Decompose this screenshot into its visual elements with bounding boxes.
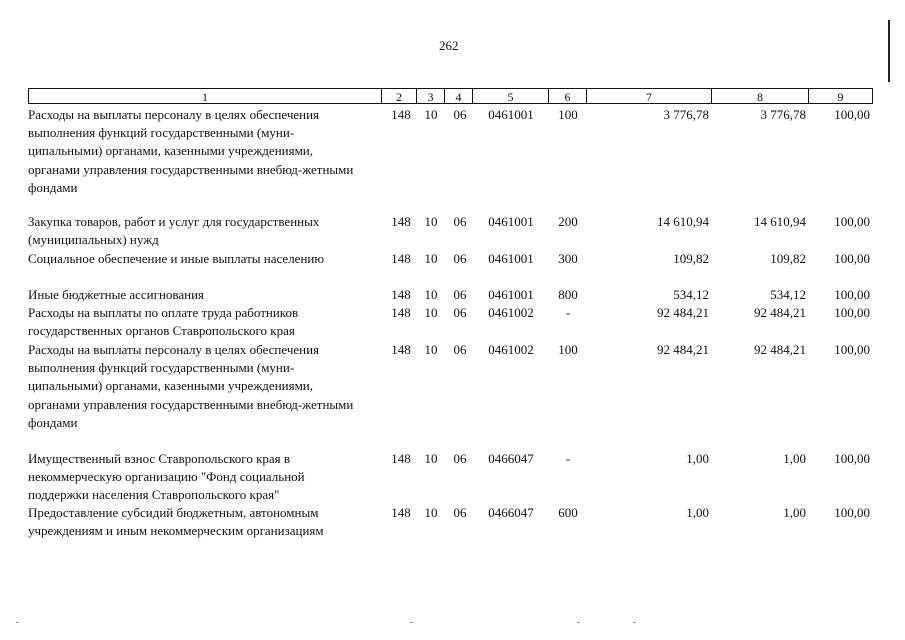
- row-code-admin: 148: [391, 305, 411, 320]
- row-description: Расходы на выплаты по оплате труда работников государственных органов Ставропольского края: [28, 305, 299, 339]
- row-section: 10: [424, 342, 438, 357]
- row-percent: 100,00: [834, 342, 870, 357]
- row-amount-plan: 92 484,21: [657, 305, 709, 320]
- row-code-admin: 148: [391, 214, 411, 229]
- row-expense-type: -: [565, 305, 571, 320]
- row-percent: 100,00: [834, 451, 870, 466]
- row-expense-type: 300: [558, 251, 578, 266]
- row-amount-plan: 109,82: [673, 251, 709, 266]
- row-section: 10: [424, 214, 438, 229]
- row-expense-type: 100: [558, 342, 578, 357]
- row-subsection: 06: [453, 505, 467, 520]
- row-target-article: 0466047: [488, 505, 534, 520]
- column-header-1: 1: [28, 88, 381, 104]
- row-description: Расходы на выплаты персоналу в целях обеспечения выполнения функций государственными (муни-ципальными) органами, казенными учреждениями, органами управления государственными внебюд-жетными фондами: [28, 107, 354, 195]
- row-description: Расходы на выплаты персоналу в целях обеспечения выполнения функций государственными (муни-ципальными) органами, казенными учреждениями, органами управления государственными внебюд-жетными фондами: [28, 342, 354, 430]
- row-percent: 100,00: [834, 287, 870, 302]
- row-target-article: 0461001: [488, 107, 534, 122]
- scan-artifact: [410, 622, 413, 623]
- row-subsection: 06: [453, 251, 467, 266]
- row-amount-fact: 1,00: [783, 451, 806, 466]
- row-expense-type: 100: [558, 107, 578, 122]
- column-header-3: 3: [416, 88, 444, 104]
- row-amount-fact: 14 610,94: [754, 214, 806, 229]
- row-subsection: 06: [453, 342, 467, 357]
- row-expense-type: 800: [558, 287, 578, 302]
- row-target-article: 0461002: [488, 342, 534, 357]
- column-header-9: 9: [808, 88, 873, 104]
- row-code-admin: 148: [391, 287, 411, 302]
- row-percent: 100,00: [834, 214, 870, 229]
- row-section: 10: [424, 451, 438, 466]
- row-subsection: 06: [453, 214, 467, 229]
- row-expense-type: -: [565, 451, 571, 466]
- scan-artifact: [633, 622, 636, 623]
- column-header-2: 2: [381, 88, 416, 104]
- row-percent: 100,00: [834, 107, 870, 122]
- row-expense-type: 600: [558, 505, 578, 520]
- row-description: Предоставление субсидий бюджетным, автономным учреждениям и иным некоммерческим организациям: [28, 505, 324, 539]
- row-subsection: 06: [453, 451, 467, 466]
- row-amount-fact: 534,12: [770, 287, 806, 302]
- row-amount-fact: 92 484,21: [754, 305, 806, 320]
- page-number: 262: [439, 38, 459, 53]
- row-percent: 100,00: [834, 505, 870, 520]
- column-header-8: 8: [711, 88, 808, 104]
- column-header-4: 4: [444, 88, 472, 104]
- row-percent: 100,00: [834, 251, 870, 266]
- row-code-admin: 148: [391, 251, 411, 266]
- row-section: 10: [424, 305, 438, 320]
- row-subsection: 06: [453, 305, 467, 320]
- row-code-admin: 148: [391, 451, 411, 466]
- row-description: Имущественный взнос Ставропольского края в некоммерческую организацию "Фонд социальной поддержки населения Ставропольского края": [28, 451, 305, 503]
- row-code-admin: 148: [391, 342, 411, 357]
- row-amount-plan: 1,00: [686, 505, 709, 520]
- column-header-6: 6: [548, 88, 586, 104]
- scan-artifact: [577, 622, 580, 623]
- scan-artifact: [16, 622, 19, 623]
- row-target-article: 0461001: [488, 214, 534, 229]
- column-header-5: 5: [472, 88, 548, 104]
- row-amount-fact: 92 484,21: [754, 342, 806, 357]
- row-subsection: 06: [453, 287, 467, 302]
- row-amount-fact: 1,00: [783, 505, 806, 520]
- row-section: 10: [424, 251, 438, 266]
- row-target-article: 0461002: [488, 305, 534, 320]
- row-target-article: 0461001: [488, 287, 534, 302]
- row-section: 10: [424, 287, 438, 302]
- row-expense-type: 200: [558, 214, 578, 229]
- row-amount-plan: 14 610,94: [657, 214, 709, 229]
- row-subsection: 06: [453, 107, 467, 122]
- row-target-article: 0466047: [488, 451, 534, 466]
- row-description: Закупка товаров, работ и услуг для государственных (муниципальных) нужд: [28, 214, 320, 248]
- row-code-admin: 148: [391, 107, 411, 122]
- margin-bar: [888, 20, 890, 82]
- row-amount-plan: 92 484,21: [657, 342, 709, 357]
- row-amount-plan: 534,12: [673, 287, 709, 302]
- row-description: Иные бюджетные ассигнования: [28, 287, 205, 302]
- row-description: Социальное обеспечение и иные выплаты населению: [28, 251, 325, 266]
- row-percent: 100,00: [834, 305, 870, 320]
- row-target-article: 0461001: [488, 251, 534, 266]
- row-amount-plan: 3 776,78: [663, 107, 709, 122]
- row-section: 10: [424, 107, 438, 122]
- row-amount-plan: 1,00: [686, 451, 709, 466]
- row-amount-fact: 3 776,78: [760, 107, 806, 122]
- row-amount-fact: 109,82: [770, 251, 806, 266]
- row-section: 10: [424, 505, 438, 520]
- column-header-7: 7: [586, 88, 711, 104]
- row-code-admin: 148: [391, 505, 411, 520]
